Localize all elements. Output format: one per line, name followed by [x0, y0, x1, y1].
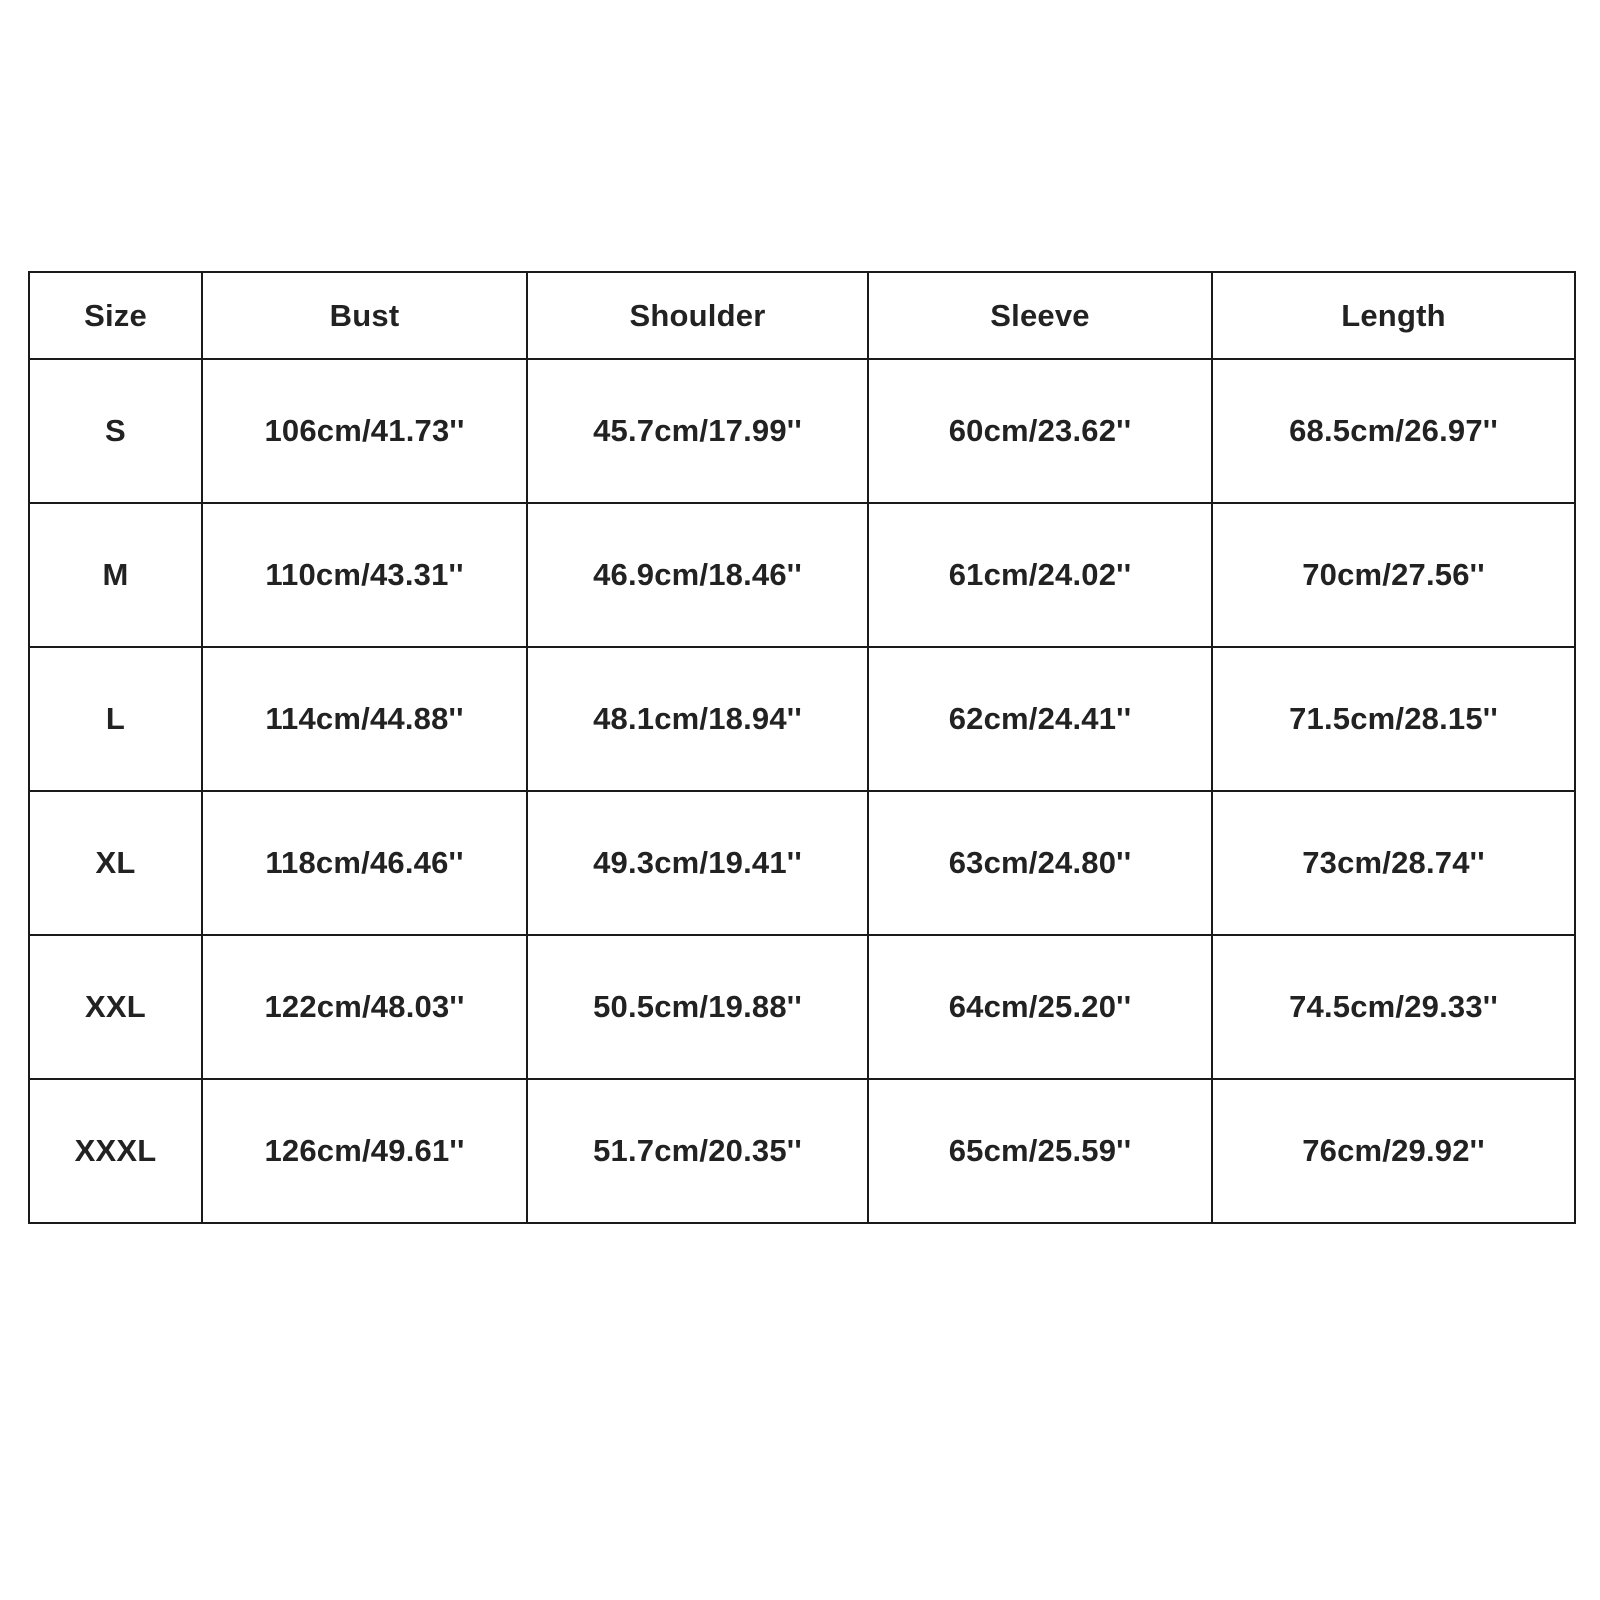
size-cell: S	[29, 359, 202, 503]
shoulder-cell: 50.5cm/19.88''	[527, 935, 868, 1079]
header-cell-size: Size	[29, 272, 202, 359]
bust-cell: 114cm/44.88''	[202, 647, 527, 791]
header-cell-shoulder: Shoulder	[527, 272, 868, 359]
shoulder-cell: 49.3cm/19.41''	[527, 791, 868, 935]
header-row	[29, 272, 1575, 359]
size-cell: L	[29, 647, 202, 791]
table-row	[29, 647, 1575, 791]
length-cell: 68.5cm/26.97''	[1212, 359, 1575, 503]
table-row	[29, 359, 1575, 503]
header-cell-length: Length	[1212, 272, 1575, 359]
table-row	[29, 1079, 1575, 1223]
size-cell: XL	[29, 791, 202, 935]
bust-cell: 110cm/43.31''	[202, 503, 527, 647]
size-chart-table	[28, 271, 1576, 1224]
shoulder-cell: 48.1cm/18.94''	[527, 647, 868, 791]
size-cell: XXXL	[29, 1079, 202, 1223]
table-row	[29, 935, 1575, 1079]
length-cell: 71.5cm/28.15''	[1212, 647, 1575, 791]
size-cell: M	[29, 503, 202, 647]
shoulder-cell: 46.9cm/18.46''	[527, 503, 868, 647]
table-row	[29, 791, 1575, 935]
length-cell: 73cm/28.74''	[1212, 791, 1575, 935]
length-cell: 70cm/27.56''	[1212, 503, 1575, 647]
sleeve-cell: 60cm/23.62''	[868, 359, 1212, 503]
header-cell-sleeve: Sleeve	[868, 272, 1212, 359]
length-cell: 76cm/29.92''	[1212, 1079, 1575, 1223]
shoulder-cell: 45.7cm/17.99''	[527, 359, 868, 503]
sleeve-cell: 62cm/24.41''	[868, 647, 1212, 791]
length-cell: 74.5cm/29.33''	[1212, 935, 1575, 1079]
sleeve-cell: 61cm/24.02''	[868, 503, 1212, 647]
bust-cell: 106cm/41.73''	[202, 359, 527, 503]
table-row	[29, 503, 1575, 647]
shoulder-cell: 51.7cm/20.35''	[527, 1079, 868, 1223]
bust-cell: 118cm/46.46''	[202, 791, 527, 935]
size-cell: XXL	[29, 935, 202, 1079]
sleeve-cell: 65cm/25.59''	[868, 1079, 1212, 1223]
sleeve-cell: 64cm/25.20''	[868, 935, 1212, 1079]
bust-cell: 122cm/48.03''	[202, 935, 527, 1079]
header-cell-bust: Bust	[202, 272, 527, 359]
sleeve-cell: 63cm/24.80''	[868, 791, 1212, 935]
bust-cell: 126cm/49.61''	[202, 1079, 527, 1223]
